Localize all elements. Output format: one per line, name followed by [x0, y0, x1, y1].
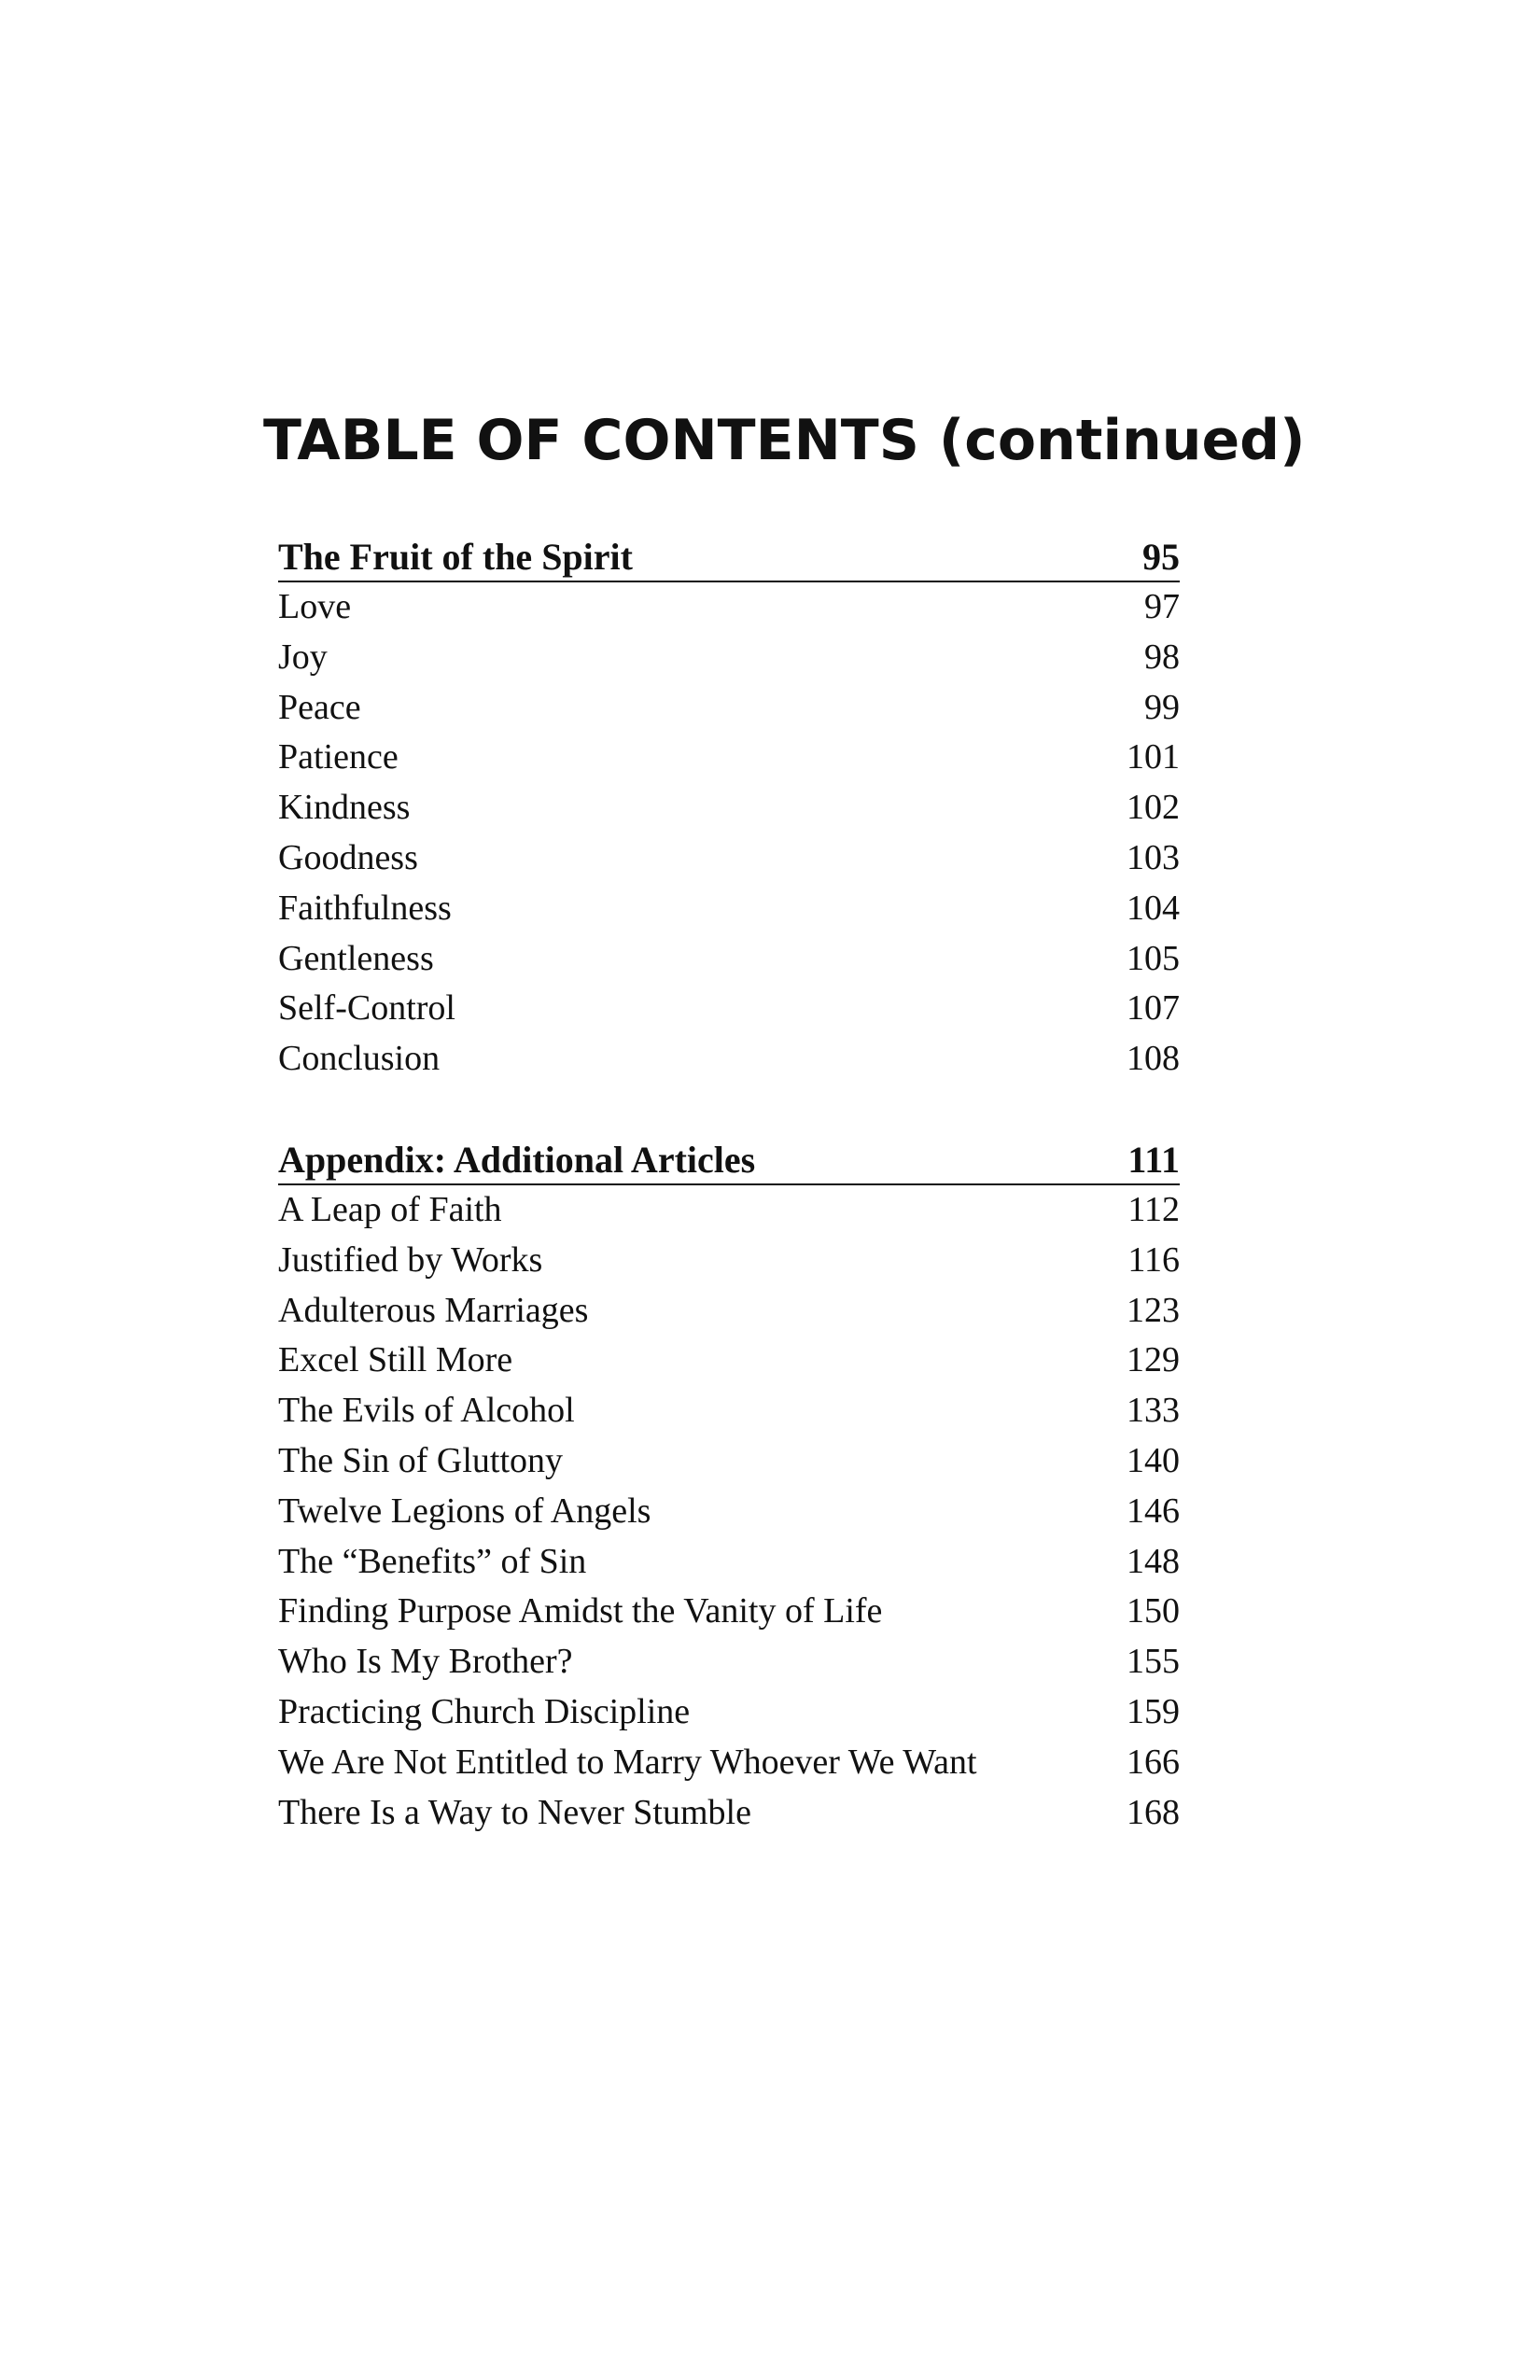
- section-heading-page: 111: [1127, 1138, 1180, 1181]
- entry-page: 103: [1127, 837, 1180, 877]
- toc-entry[interactable]: [278, 833, 1180, 884]
- entry-title: We Are Not Entitled to Marry Whoever We Want: [278, 1742, 977, 1782]
- entry-page: 116: [1127, 1239, 1180, 1280]
- toc-section-appendix: [278, 1135, 1180, 1838]
- section-heading[interactable]: [278, 532, 1180, 582]
- entry-title: The “Benefits” of Sin: [278, 1541, 587, 1581]
- entry-page: 150: [1127, 1591, 1180, 1631]
- toc-entry[interactable]: [278, 1537, 1180, 1588]
- table-of-contents: [278, 532, 1180, 1838]
- entry-title: Conclusion: [278, 1039, 441, 1079]
- entry-title: Joy: [278, 637, 328, 677]
- entry-title: Faithfulness: [278, 888, 452, 928]
- toc-entry[interactable]: [278, 1788, 1180, 1839]
- toc-entry[interactable]: [278, 1487, 1180, 1537]
- entry-page: 123: [1127, 1290, 1180, 1330]
- toc-entry[interactable]: [278, 934, 1180, 985]
- entry-page: 98: [1144, 637, 1180, 677]
- entry-page: 129: [1127, 1340, 1180, 1380]
- entry-title: Love: [278, 587, 352, 626]
- section-heading-title: The Fruit of the Spirit: [278, 536, 633, 578]
- toc-entry[interactable]: [278, 1687, 1180, 1738]
- entry-title: The Evils of Alcohol: [278, 1391, 575, 1431]
- entry-title: Goodness: [278, 837, 418, 877]
- entry-title: Excel Still More: [278, 1340, 513, 1380]
- entry-title: Self-Control: [278, 988, 455, 1029]
- entry-page: 159: [1127, 1691, 1180, 1731]
- entry-title: Justified by Works: [278, 1239, 543, 1280]
- entry-title: Patience: [278, 737, 399, 777]
- entry-page: 97: [1144, 587, 1180, 626]
- entry-page: 133: [1127, 1391, 1180, 1431]
- toc-entry[interactable]: [278, 984, 1180, 1034]
- entry-page: 105: [1127, 938, 1180, 978]
- toc-entry[interactable]: [278, 1286, 1180, 1337]
- entry-title: Gentleness: [278, 938, 434, 978]
- section-heading-title: Appendix: Additional Articles: [278, 1138, 756, 1181]
- section-heading[interactable]: [278, 1135, 1180, 1185]
- entry-title: There Is a Way to Never Stumble: [278, 1792, 751, 1832]
- entry-page: 108: [1127, 1039, 1180, 1079]
- entry-page: 107: [1127, 988, 1180, 1029]
- toc-entry[interactable]: [278, 783, 1180, 833]
- entry-page: 104: [1127, 888, 1180, 928]
- toc-entry[interactable]: [278, 1386, 1180, 1436]
- entry-title: The Sin of Gluttony: [278, 1440, 564, 1480]
- entry-page: 166: [1127, 1742, 1180, 1782]
- toc-entry[interactable]: [278, 683, 1180, 734]
- entry-title: Finding Purpose Amidst the Vanity of Life: [278, 1591, 883, 1631]
- toc-entry[interactable]: [278, 884, 1180, 934]
- toc-entry[interactable]: [278, 1738, 1180, 1788]
- entry-title: Peace: [278, 687, 361, 727]
- entry-page: 102: [1127, 788, 1180, 828]
- entry-title: A Leap of Faith: [278, 1189, 502, 1229]
- toc-entry[interactable]: [278, 733, 1180, 783]
- toc-section-fruit-of-the-spirit: [278, 532, 1180, 1085]
- entry-page: 99: [1144, 687, 1180, 727]
- toc-entry[interactable]: [278, 1587, 1180, 1637]
- toc-entry[interactable]: [278, 1336, 1180, 1386]
- page-title: TABLE OF CONTENTS (continued): [263, 408, 1306, 473]
- entry-title: Practicing Church Discipline: [278, 1691, 691, 1731]
- entry-page: 101: [1127, 737, 1180, 777]
- entry-page: 112: [1127, 1189, 1180, 1229]
- entry-title: Adulterous Marriages: [278, 1290, 589, 1330]
- entry-title: Twelve Legions of Angels: [278, 1491, 651, 1531]
- entry-title: Who Is My Brother?: [278, 1642, 573, 1682]
- entry-page: 146: [1127, 1491, 1180, 1531]
- entry-page: 148: [1127, 1541, 1180, 1581]
- section-heading-page: 95: [1142, 536, 1180, 578]
- entry-page: 155: [1127, 1642, 1180, 1682]
- entry-page: 140: [1127, 1440, 1180, 1480]
- entry-title: Kindness: [278, 788, 411, 828]
- toc-entry[interactable]: [278, 1436, 1180, 1487]
- toc-entry[interactable]: [278, 1034, 1180, 1085]
- toc-entry[interactable]: [278, 633, 1180, 683]
- toc-entry[interactable]: [278, 1185, 1180, 1236]
- entry-page: 168: [1127, 1792, 1180, 1832]
- toc-entry[interactable]: [278, 1637, 1180, 1687]
- toc-entry[interactable]: [278, 582, 1180, 633]
- toc-entry[interactable]: [278, 1236, 1180, 1286]
